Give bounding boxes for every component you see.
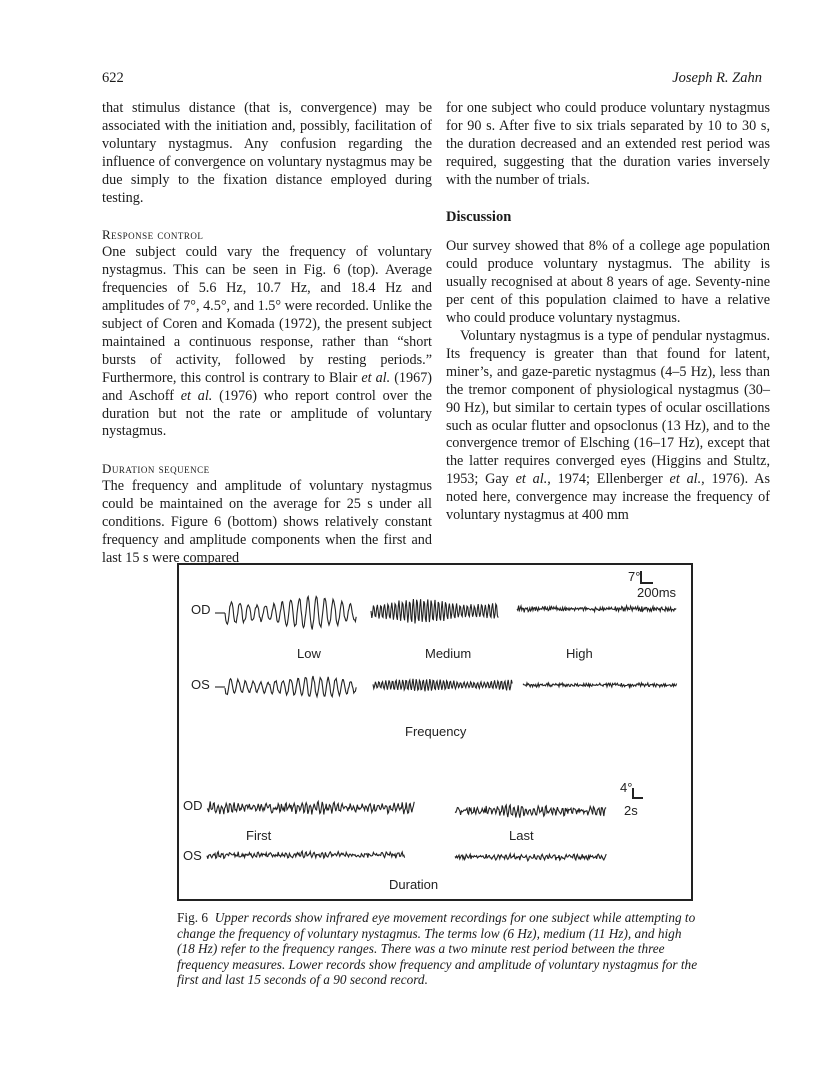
label-first: First — [246, 828, 272, 843]
os-trace-first — [207, 851, 405, 859]
figure-6 — [177, 563, 693, 901]
scale-bar-top — [641, 571, 653, 583]
scale-bar-bottom — [633, 788, 643, 798]
top-scale-amplitude: 7° — [628, 569, 641, 584]
figure-caption — [177, 910, 702, 988]
intro-paragraph: that stimulus distance (that is, convergence) may be associated with the initiation and, possibly, facilitation of voluntary nystagmus. Any confusion regarding the influence of convergence on voluntary nystagmus may be due simply to the fixation distance employed during testing. — [102, 100, 432, 206]
discussion-heading: Discussion — [446, 208, 512, 225]
top-scale-time: 200ms — [637, 585, 677, 600]
frequency-label: Frequency — [405, 724, 467, 739]
continuation-paragraph: for one subject who could produce voluntary nystagmus for 90 s. After five to six trials separated by 10 to 30 s, the duration decreased and an extended rest period was required, suggesting that the duration varies inversely with the number of trials. — [446, 100, 770, 188]
figure-number: Fig. 6 — [177, 910, 209, 925]
os-trace-medium — [373, 679, 512, 692]
os-trace-low — [225, 676, 356, 697]
bottom-os-label: OS — [183, 848, 202, 863]
od-trace-high — [517, 606, 676, 613]
os-trace-last — [455, 854, 606, 861]
duration-sequence-heading: Duration sequence — [102, 461, 210, 477]
od-trace-medium — [371, 599, 498, 624]
label-low: Low — [297, 646, 321, 661]
label-medium: Medium — [425, 646, 472, 661]
od-trace-first — [207, 801, 414, 814]
duration-sequence-paragraph: The frequency and amplitude of voluntary nystagmus could be maintained on the average for 25 s under all conditions. Figure 6 (bottom) shows relatively constant frequency and amplitude components when the first and last 15 s were compared — [102, 478, 432, 566]
discussion-paragraph-2: Voluntary nystagmus is a type of pendular nystagmus. Its frequency is greater than that found for latent, miner’s, and gaze-paretic nystagmus (4–5 Hz), less than the tremor component of physiological nystagmus (30–90 Hz), but similar to certain types of ocular oscillations such as ocular flutter and opsoclonus (13 Hz), and to the convergence tremor of Elsching (16–17 Hz), except that the latter requires converged eyes (Higgins and Stultz, 1953; Gay et al., 1974; Ellenberger et al., 1976). As noted here, convergence may increase the frequency of voluntary nystagmus at 400 mm — [446, 327, 770, 524]
bottom-od-label: OD — [183, 798, 203, 813]
os-trace-high — [523, 683, 677, 687]
page-number: 622 — [102, 70, 124, 86]
right-column — [446, 100, 770, 525]
od-trace-last — [455, 805, 606, 818]
label-last: Last — [509, 828, 534, 843]
left-column — [102, 100, 432, 568]
response-control-paragraph: One subject could vary the frequency of voluntary nystagmus. This can be seen in Fig. 6 (top). Average frequencies of 5.6 Hz, 10.7 Hz, and 18.4 Hz and amplitudes of 7°, 4.5°, and 1.5° were recorded. Unlike the subject of Coren and Komada (1972), the present subject maintained a continuous response, rather than “short bursts of activity, followed by resting periods.” Furthermore, this control is contrary to Blair et al. (1967) and Aschoff et al. (1976) who report control over the duration but not the rate or amplitude of voluntary nystagmus. — [102, 244, 433, 440]
response-control-heading: Response control — [102, 227, 204, 243]
author-name: Joseph R. Zahn — [672, 70, 762, 86]
discussion-paragraph-1: Our survey showed that 8% of a college age population could produce voluntary nystagmus. The ability is usually recognised at about 8 years of age. Seventy-nine per cent of this population claimed to have a relative who could produce voluntary nystagmus. — [446, 238, 770, 327]
bottom-scale-amplitude: 4° — [620, 780, 633, 795]
bottom-scale-time: 2s — [624, 803, 638, 818]
caption-text: Upper records show infrared eye movement recordings for one subject while attempting to change the frequency of voluntary nystagmus. The terms low (6 Hz), medium (11 Hz), and high (18 Hz) refer to the frequency ranges. There was a two minute rest period between the three frequency measures. Lower records show frequency and amplitude of voluntary nystagmus for the first and last 15 seconds of a 90 second record. — [177, 910, 698, 988]
od-trace-low — [225, 597, 356, 630]
duration-label: Duration — [389, 877, 439, 892]
label-high: High — [566, 646, 593, 661]
top-os-label: OS — [191, 677, 210, 692]
top-od-label: OD — [191, 602, 211, 617]
